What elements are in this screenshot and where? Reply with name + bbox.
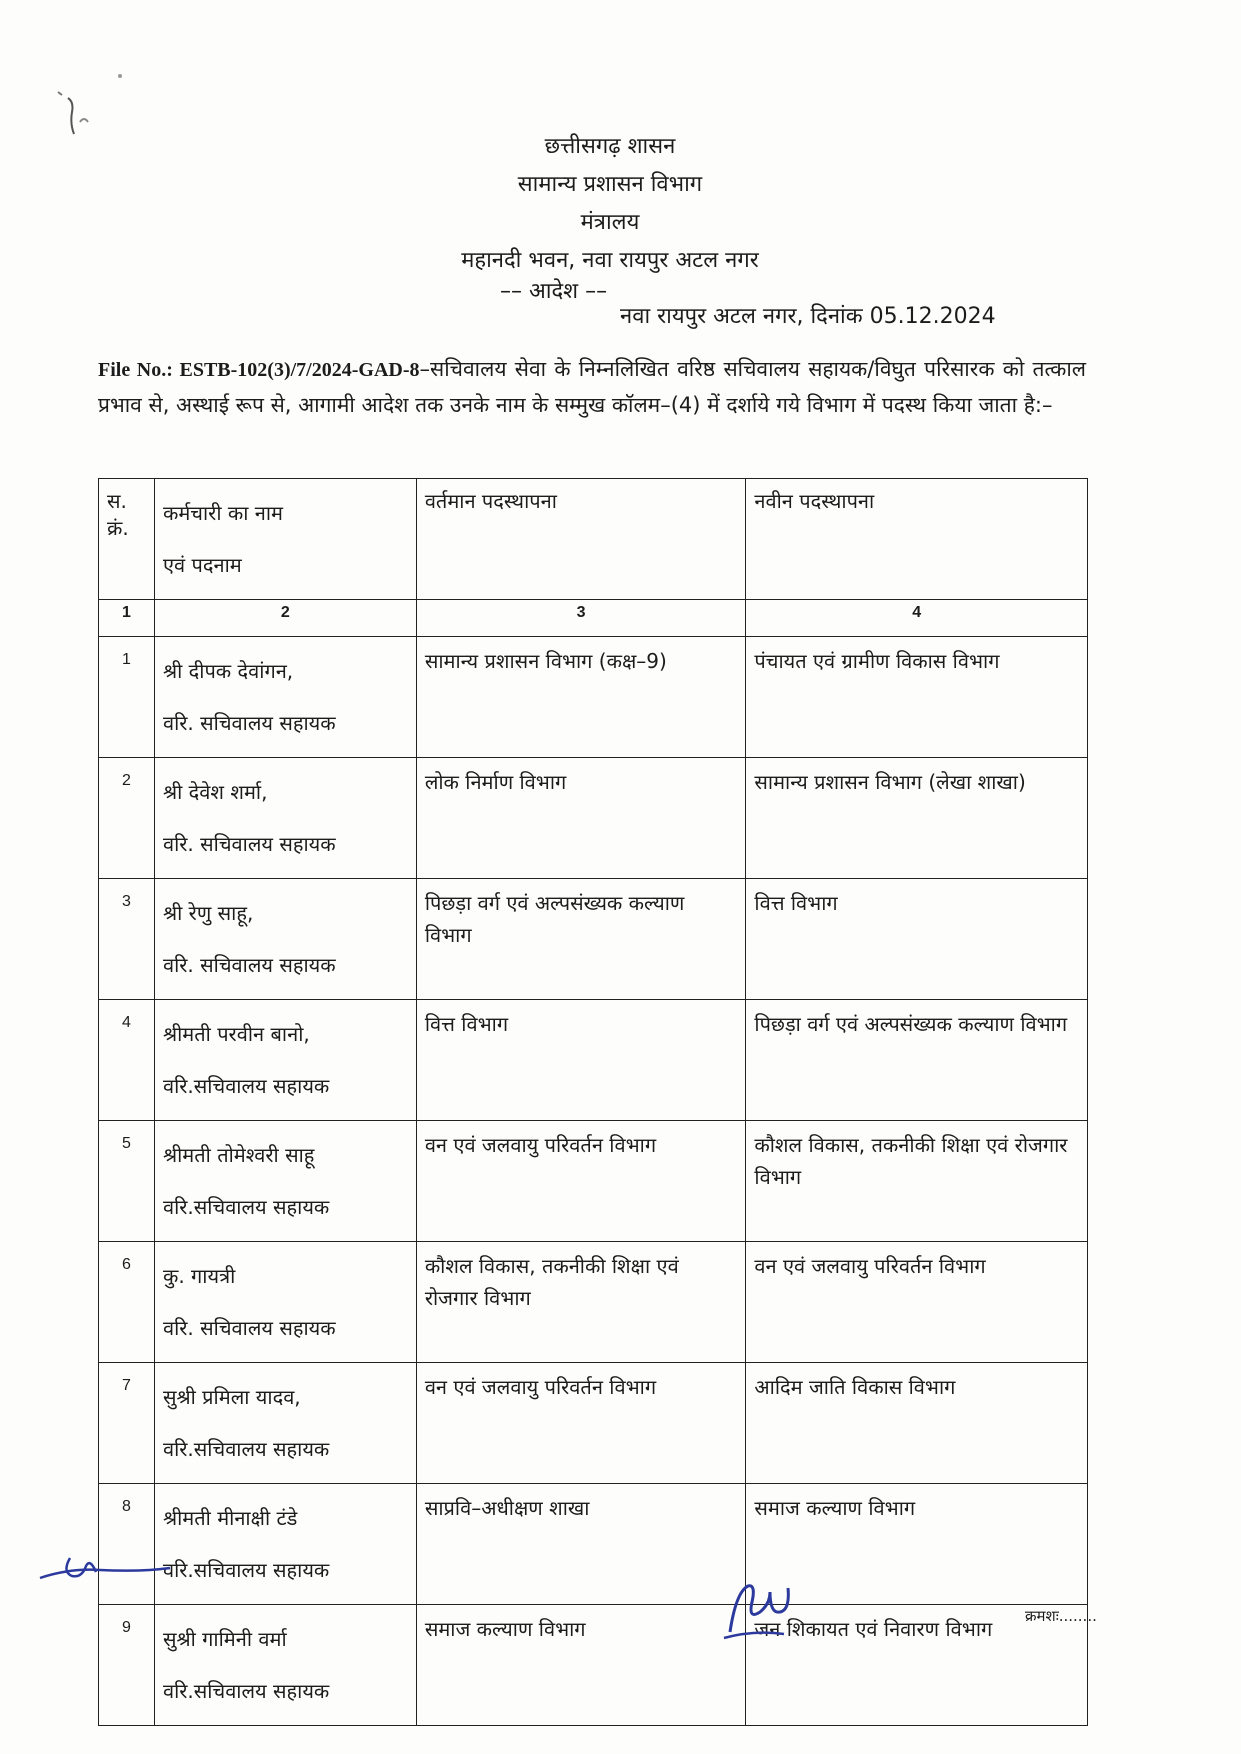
employee-name: श्रीमती परवीन बानो, bbox=[162, 1022, 310, 1046]
government-name: छत्तीसगढ़ शासन bbox=[544, 134, 676, 159]
serial-number: 5 bbox=[99, 1121, 155, 1242]
current-posting: वन एवं जलवायु परिवर्तन विभाग bbox=[416, 1121, 746, 1242]
new-posting: सामान्य प्रशासन विभाग (लेखा शाखा) bbox=[746, 758, 1088, 879]
employee-cell bbox=[154, 1242, 416, 1363]
employee-name: श्री दीपक देवांगन, bbox=[162, 659, 294, 683]
header-name-line1: कर्मचारी का नाम bbox=[162, 501, 284, 525]
column-number: 4 bbox=[746, 600, 1088, 637]
employee-cell bbox=[154, 1363, 416, 1484]
employee-designation: वरि.सचिवालय सहायक bbox=[162, 1558, 330, 1582]
serial-number: 6 bbox=[99, 1242, 155, 1363]
employee-cell bbox=[154, 1605, 416, 1726]
table-row bbox=[99, 879, 1088, 1000]
header-name bbox=[154, 479, 416, 600]
employee-cell bbox=[154, 1000, 416, 1121]
serial-number: 1 bbox=[99, 637, 155, 758]
employee-cell bbox=[154, 1121, 416, 1242]
new-posting: पंचायत एवं ग्रामीण विकास विभाग bbox=[746, 637, 1088, 758]
employee-name: कु. गायत्री bbox=[162, 1264, 236, 1288]
table-row bbox=[99, 1605, 1088, 1726]
column-number-row bbox=[99, 600, 1088, 637]
employee-cell bbox=[154, 637, 416, 758]
header-sno: स. क्रं. bbox=[99, 479, 155, 600]
employee-cell bbox=[154, 879, 416, 1000]
new-posting: जन शिकायत एवं निवारण विभाग bbox=[746, 1605, 1088, 1726]
posting-table bbox=[98, 478, 1088, 1726]
employee-cell bbox=[154, 1484, 416, 1605]
margin-scribble-mark bbox=[30, 70, 140, 160]
column-number: 2 bbox=[154, 600, 416, 637]
new-posting: आदिम जाति विकास विभाग bbox=[746, 1363, 1088, 1484]
table-row bbox=[99, 1363, 1088, 1484]
header-new-posting: नवीन पदस्थापना bbox=[746, 479, 1088, 600]
current-posting: समाज कल्याण विभाग bbox=[416, 1605, 746, 1726]
table-row bbox=[99, 637, 1088, 758]
employee-designation: वरि.सचिवालय सहायक bbox=[162, 1679, 330, 1703]
order-intro-text: –सचिवालय सेवा के निम्नलिखित वरिष्ठ सचिवालय सहायक/विघुत परिसारक को तत्काल प्रभाव से, अस्थाई रूप से, आगामी आदेश तक उनके नाम के सम्मुख कॉलम–(4) में दर्शाये गये विभाग में पदस्थ किया जाता है:– bbox=[98, 357, 1086, 417]
serial-number: 8 bbox=[99, 1484, 155, 1605]
table-row bbox=[99, 1121, 1088, 1242]
table-row bbox=[99, 1000, 1088, 1121]
current-posting: कौशल विकास, तकनीकी शिक्षा एवं रोजगार विभाग bbox=[416, 1242, 746, 1363]
table-row bbox=[99, 758, 1088, 879]
header-current-posting: वर्तमान पदस्थापना bbox=[416, 479, 746, 600]
employee-name: श्री रेणु साहू, bbox=[162, 901, 254, 925]
column-number: 3 bbox=[416, 600, 746, 637]
header-name-line2: एवं पदनाम bbox=[162, 553, 242, 577]
current-posting: सामान्य प्रशासन विभाग (कक्ष–9) bbox=[416, 637, 746, 758]
initials-signature bbox=[30, 1530, 180, 1600]
employee-designation: वरि.सचिवालय सहायक bbox=[162, 1074, 330, 1098]
employee-designation: वरि. सचिवालय सहायक bbox=[162, 1316, 336, 1340]
current-posting: पिछड़ा वर्ग एवं अल्पसंख्यक कल्याण विभाग bbox=[416, 879, 746, 1000]
current-posting: वन एवं जलवायु परिवर्तन विभाग bbox=[416, 1363, 746, 1484]
serial-number: 9 bbox=[99, 1605, 155, 1726]
new-posting: कौशल विकास, तकनीकी शिक्षा एवं रोजगार विभाग bbox=[746, 1121, 1088, 1242]
table-row bbox=[99, 1484, 1088, 1605]
letterhead bbox=[300, 128, 920, 280]
new-posting: समाज कल्याण विभाग bbox=[746, 1484, 1088, 1605]
new-posting: वित्त विभाग bbox=[746, 879, 1088, 1000]
employee-name: श्री देवेश शर्मा, bbox=[162, 780, 268, 804]
employee-designation: वरि.सचिवालय सहायक bbox=[162, 1437, 330, 1461]
table-row bbox=[99, 1242, 1088, 1363]
order-title: –– आदेश –– bbox=[500, 279, 608, 304]
employee-designation: वरि. सचिवालय सहायक bbox=[162, 832, 336, 856]
current-posting: लोक निर्माण विभाग bbox=[416, 758, 746, 879]
place-and-date: नवा रायपुर अटल नगर, दिनांक 05.12.2024 bbox=[620, 304, 996, 329]
employee-name: श्रीमती मीनाक्षी टंडे bbox=[162, 1506, 298, 1530]
current-posting: साप्रवि–अधीक्षण शाखा bbox=[416, 1484, 746, 1605]
employee-name: सुश्री प्रमिला यादव, bbox=[162, 1385, 301, 1409]
serial-number: 2 bbox=[99, 758, 155, 879]
serial-number: 4 bbox=[99, 1000, 155, 1121]
employee-cell bbox=[154, 758, 416, 879]
table-header-row bbox=[99, 479, 1088, 600]
new-posting: वन एवं जलवायु परिवर्तन विभाग bbox=[746, 1242, 1088, 1363]
serial-number: 7 bbox=[99, 1363, 155, 1484]
office-address: महानदी भवन, नवा रायपुर अटल नगर bbox=[461, 248, 759, 273]
file-number: File No.: ESTB-102(3)/7/2024-GAD-8 bbox=[98, 359, 420, 381]
employee-name: श्रीमती तोमेश्वरी साहू bbox=[162, 1143, 315, 1167]
employee-designation: वरि. सचिवालय सहायक bbox=[162, 711, 336, 735]
column-number: 1 bbox=[99, 600, 155, 637]
continued-note: क्रमशः........ bbox=[1025, 1607, 1097, 1625]
employee-designation: वरि. सचिवालय सहायक bbox=[162, 953, 336, 977]
employee-name: सुश्री गामिनी वर्मा bbox=[162, 1627, 287, 1651]
ministry-name: मंत्रालय bbox=[580, 210, 640, 235]
department-name: सामान्य प्रशासन विभाग bbox=[517, 172, 703, 197]
current-posting: वित्त विभाग bbox=[416, 1000, 746, 1121]
employee-designation: वरि.सचिवालय सहायक bbox=[162, 1195, 330, 1219]
serial-number: 3 bbox=[99, 879, 155, 1000]
new-posting: पिछड़ा वर्ग एवं अल्पसंख्यक कल्याण विभाग bbox=[746, 1000, 1088, 1121]
officer-signature bbox=[716, 1572, 796, 1652]
order-intro bbox=[98, 352, 1086, 423]
